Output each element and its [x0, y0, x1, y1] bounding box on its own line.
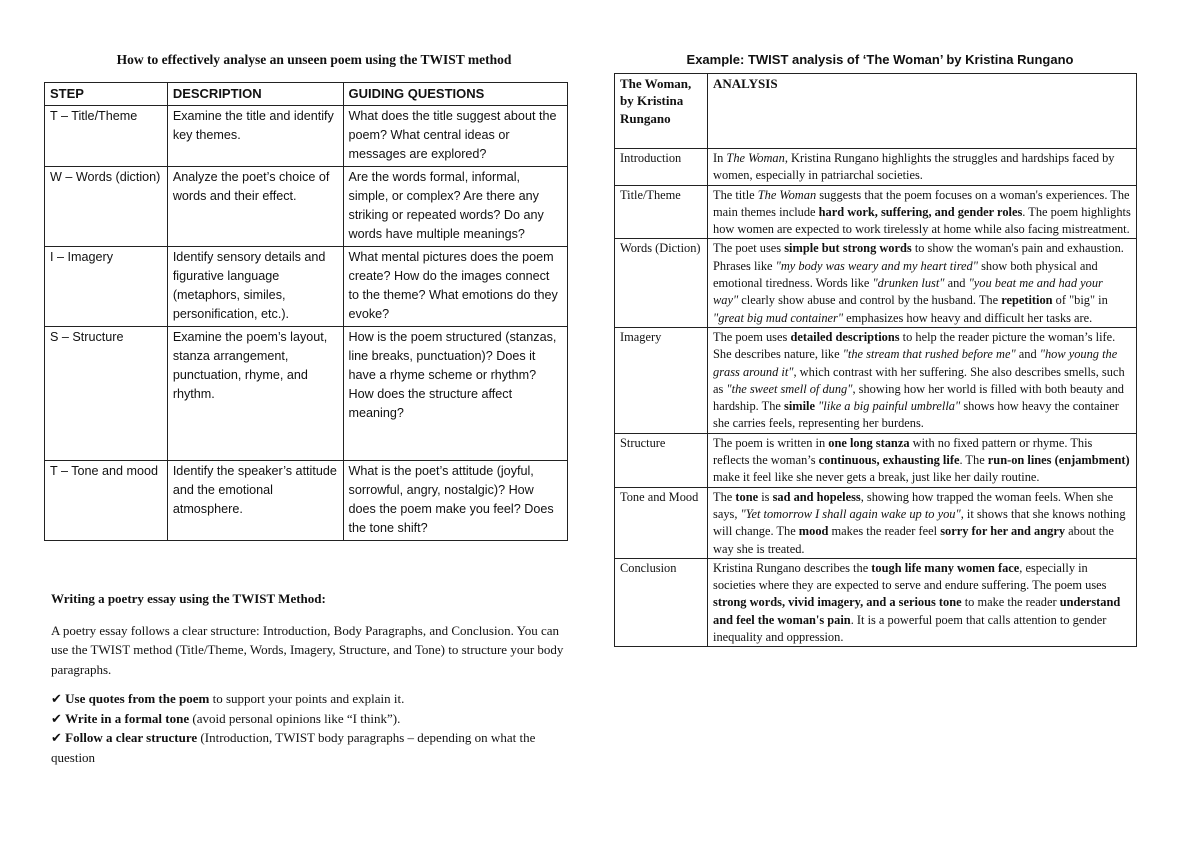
- analysis-text: , Kristina Rungano highlights the struggles and hardships faced by women, especially in patriarchal societies.: [713, 151, 1115, 183]
- analysis-text: show both physical and emotional tiredness. Words like: [713, 258, 1098, 291]
- row-label: Words (Diction): [615, 239, 708, 327]
- analysis-text: . The: [959, 453, 988, 468]
- quote-text: "drunken lust": [872, 276, 945, 291]
- analysis-text: of "big" in: [1052, 293, 1108, 308]
- emphasis-text: mood: [798, 524, 829, 539]
- emphasis-text: repetition: [1001, 293, 1053, 308]
- poem-heading-cell: The Woman, by Kristina Rungano: [615, 74, 708, 149]
- analysis-header-row: [615, 74, 1137, 149]
- quote-text: "how young the grass around it": [713, 347, 1118, 379]
- quote-text: "great big mud container": [713, 310, 844, 325]
- row-analysis: [708, 558, 1137, 646]
- emphasis-text: simile: [784, 399, 815, 414]
- essay-intro: A poetry essay follows a clear structure: Introduction, Body Paragraphs, and Conclusion. You can use the TWIST method (Title/Theme, Words, Imagery, Structure, and Tone) to structure your body paragraphs.: [51, 622, 564, 677]
- step-cell: W – Words (diction): [45, 167, 168, 247]
- analysis-text: The: [713, 489, 736, 504]
- header-step: STEP: [45, 83, 168, 106]
- quote-text: The Woman: [757, 187, 817, 202]
- example-analysis-title: Example: TWIST analysis of ‘The Woman’ by Kristina Rungano: [686, 52, 1074, 67]
- row-label: Tone and Mood: [615, 487, 708, 558]
- analysis-text: The poet uses: [713, 241, 785, 256]
- emphasis-text: tone: [735, 489, 759, 504]
- emphasis-text: simple but strong words: [784, 241, 912, 256]
- analysis-text: to show the woman's pain and exhaustion. Phrases like: [713, 241, 1124, 273]
- analysis-text: with no fixed pattern or rhyme. This reflects the woman’s: [713, 435, 1093, 468]
- analysis-text: and: [944, 276, 969, 291]
- row-analysis: [708, 185, 1137, 239]
- analysis-text: is: [758, 489, 773, 504]
- table-row: [45, 106, 568, 167]
- row-analysis: [708, 487, 1137, 558]
- emphasis-text: strong words, vivid imagery, and a serious tone: [713, 595, 962, 610]
- analysis-text: emphasizes how heavy and difficult her tasks are.: [843, 310, 1093, 325]
- check-icon: ✔: [51, 730, 62, 745]
- analysis-text: , it shows that she knows nothing will change. The: [713, 506, 1126, 539]
- analysis-text: The title: [713, 187, 758, 202]
- analysis-table: [614, 73, 1137, 647]
- essay-tip: [51, 689, 571, 709]
- emphasis-text: hard work, suffering, and gender roles: [818, 204, 1023, 219]
- table-row: [45, 167, 568, 247]
- row-label: Structure: [615, 433, 708, 487]
- row-label: Imagery: [615, 327, 708, 433]
- check-icon: ✔: [51, 710, 62, 726]
- emphasis-text: one long stanza: [828, 435, 910, 450]
- analysis-row: [615, 433, 1137, 487]
- analysis-text: , showing how her world is filled with both beauty and hardship. The: [713, 381, 1124, 414]
- check-icon: ✔: [51, 691, 62, 706]
- essay-tip: [51, 728, 571, 767]
- questions-cell: Are the words formal, informal, simple, or complex? Are there any striking or repeated words? Do any words have multiple meanings?: [343, 167, 567, 247]
- row-label: Conclusion: [615, 558, 708, 646]
- twist-method-title: How to effectively analyse an unseen poem using the TWIST method: [116, 52, 512, 67]
- emphasis-text: sad and hopeless: [772, 489, 861, 504]
- analysis-text: clearly show abuse and control by the husband. The: [738, 293, 1002, 308]
- analysis-text: , showing how trapped the woman feels. When she says,: [713, 489, 1114, 521]
- quote-text: "like a big painful umbrella": [818, 399, 961, 414]
- analysis-text: . The poem highlights how women are expected to work tirelessly at home while also facing mistreatment.: [713, 204, 1131, 237]
- questions-cell: How is the poem structured (stanzas, line breaks, punctuation)? Does it have a rhyme scheme or rhythm? How does the structure affect meaning?: [343, 327, 567, 461]
- step-cell: T – Tone and mood: [45, 461, 168, 541]
- description-cell: Examine the poem’s layout, stanza arrangement, punctuation, rhyme, and rhythm.: [167, 327, 343, 461]
- analysis-row: [615, 149, 1137, 186]
- quote-text: "my body was weary and my heart tired": [775, 258, 978, 273]
- essay-tip: [51, 709, 571, 729]
- analysis-text: . It is a powerful poem that calls attention to gender inequality and oppression.: [713, 612, 1107, 645]
- essay-heading: Writing a poetry essay using the TWIST Method:: [51, 591, 326, 606]
- analysis-text: In: [713, 151, 727, 165]
- tip-bold: Write in a formal tone: [65, 710, 190, 726]
- questions-cell: What mental pictures does the poem create? How do the images connect to the theme? What emotions do they evoke?: [343, 247, 567, 327]
- tip-text: (avoid personal opinions like “I think”).: [189, 710, 401, 726]
- emphasis-text: understand and feel the woman's pain: [713, 595, 1121, 627]
- analysis-heading-cell: ANALYSIS: [708, 74, 1137, 149]
- emphasis-text: tough life many women face: [871, 560, 1020, 575]
- emphasis-text: detailed descriptions: [790, 329, 900, 344]
- analysis-row: [615, 185, 1137, 239]
- analysis-text: suggests that the poem focuses on a woman's experiences. The main themes include: [713, 187, 1130, 219]
- row-label: Title/Theme: [615, 185, 708, 239]
- analysis-text: makes the reader feel: [828, 524, 941, 539]
- table-header-row: [45, 83, 568, 106]
- description-cell: Examine the title and identify key themes.: [167, 106, 343, 167]
- row-analysis: [708, 433, 1137, 487]
- table-row: [45, 327, 568, 461]
- step-cell: S – Structure: [45, 327, 168, 461]
- description-cell: Identify sensory details and figurative language (metaphors, similes, personification, etc.).: [167, 247, 343, 327]
- questions-cell: What is the poet’s attitude (joyful, sorrowful, angry, nostalgic)? How does the poem make you feel? Does the tone shift?: [343, 461, 567, 541]
- row-analysis: [708, 327, 1137, 433]
- questions-cell: What does the title suggest about the poem? What central ideas or messages are explored?: [343, 106, 567, 167]
- description-cell: Analyze the poet’s choice of words and their effect.: [167, 167, 343, 247]
- analysis-text: , especially in societies where they are expected to serve and endure suffering. The poem uses: [713, 560, 1107, 593]
- analysis-text: and: [1015, 347, 1040, 362]
- tip-text: to support your points and explain it.: [209, 691, 405, 706]
- quote-text: "you beat me and had your way": [713, 276, 1103, 308]
- essay-section: [51, 589, 571, 767]
- analysis-row: [615, 487, 1137, 558]
- tip-bold: Follow a clear structure: [65, 730, 198, 745]
- analysis-text: , which contrast with her suffering. She also describes smells, such as: [713, 364, 1125, 396]
- quote-text: The Woman: [726, 151, 785, 165]
- analysis-text: Kristina Rungano describes the: [713, 560, 872, 575]
- analysis-row: [615, 327, 1137, 433]
- emphasis-text: sorry for her and angry: [940, 524, 1066, 539]
- header-description: DESCRIPTION: [167, 83, 343, 106]
- analysis-text: to make the reader: [961, 595, 1060, 610]
- description-cell: Identify the speaker’s attitude and the emotional atmosphere.: [167, 461, 343, 541]
- analysis-text: to help the reader picture the woman’s life. She describes nature, like: [713, 329, 1116, 362]
- quote-text: "the sweet smell of dung": [726, 381, 853, 396]
- analysis-text: about the way she is treated.: [713, 524, 1114, 556]
- analysis-text: The poem uses: [713, 329, 791, 344]
- emphasis-text: run-on lines (enjambment): [987, 453, 1130, 468]
- row-analysis: [708, 239, 1137, 327]
- quote-text: "Yet tomorrow I shall again wake up to you": [740, 506, 961, 521]
- analysis-row: [615, 239, 1137, 327]
- step-cell: I – Imagery: [45, 247, 168, 327]
- analysis-row: [615, 558, 1137, 646]
- header-guiding-questions: GUIDING QUESTIONS: [343, 83, 567, 106]
- table-row: [45, 461, 568, 541]
- twist-method-table: [44, 82, 568, 541]
- row-label: Introduction: [615, 149, 708, 186]
- tip-bold: Use quotes from the poem: [65, 691, 210, 706]
- step-cell: T – Title/Theme: [45, 106, 168, 167]
- emphasis-text: continuous, exhausting life: [818, 453, 960, 468]
- analysis-text: shows how heavy the container she carries feels, representing her burdens.: [713, 399, 1119, 431]
- analysis-text: The poem is written in: [713, 435, 829, 450]
- row-analysis: [708, 149, 1137, 186]
- tip-text: (Introduction, TWIST body paragraphs – depending on what the question: [51, 730, 536, 765]
- analysis-text: make it feel like she never gets a break, just like her daily routine.: [713, 470, 1040, 485]
- quote-text: "the stream that rushed before me": [842, 347, 1016, 362]
- table-row: [45, 247, 568, 327]
